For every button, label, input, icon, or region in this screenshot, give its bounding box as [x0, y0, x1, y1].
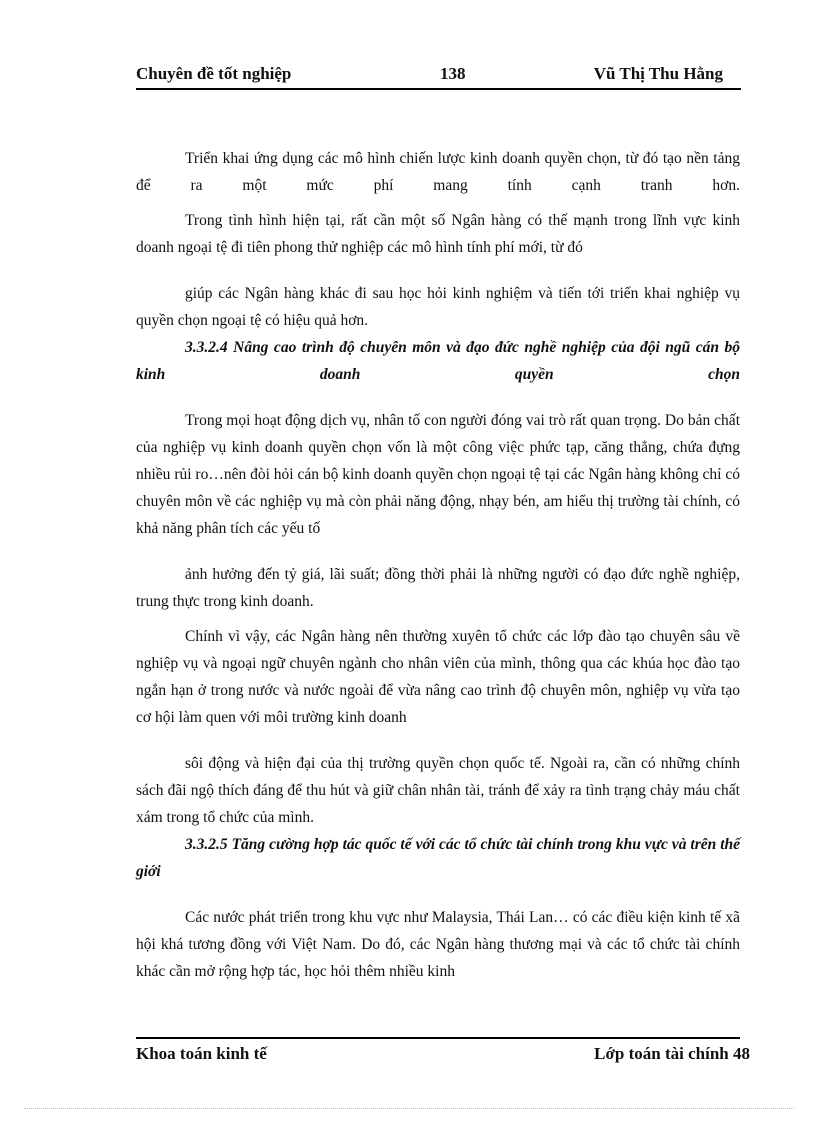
paragraph-7: sôi động và hiện đại của thị trường quyền chọn quốc tế. Ngoài ra, cần có những chính sách đãi ngộ thích đáng để thu hút và giữ chân nhân tài, tránh để xảy ra tình trạng chảy máu chất xám trong tổ chức của mình. — [136, 755, 740, 826]
paragraph-6: Chính vì vậy, các Ngân hàng nên thường xuyên tổ chức các lớp đào tạo chuyên sâu về nghiệp vụ và ngoại ngữ chuyên ngành cho nhân viên của mình, thông qua các khúa học đào tạo ngắn hạn ở trong nước và nước ngoài để vừa nâng cao trình độ chuyên môn, nghiệp vụ vừa tạo cơ hội làm quen với môi trường kinh doanh — [136, 628, 740, 726]
header-page-number: 138 — [440, 64, 466, 83]
page-bottom-border — [24, 1108, 794, 1109]
page-header — [136, 64, 741, 90]
footer-faculty: Khoa toán kinh tế — [136, 1044, 267, 1063]
header-document-type: Chuyên đề tốt nghiệp — [136, 64, 292, 83]
footer-divider — [136, 1037, 740, 1039]
paragraph-2: Trong tình hình hiện tại, rất cần một số Ngân hàng có thế mạnh trong lĩnh vực kinh doanh ngoại tệ đi tiên phong thử nghiệp các mô hình tính phí mới, từ đó — [136, 212, 740, 256]
page-footer — [136, 1044, 750, 1068]
header-author: Vũ Thị Thu Hằng — [593, 64, 723, 83]
paragraph-5: ảnh hưởng đến tỷ giá, lãi suất; đồng thời phải là những người có đạo đức nghề nghiệp, trung thực trong kinh doanh. — [136, 566, 740, 610]
paragraph-3: giúp các Ngân hàng khác đi sau học hỏi kinh nghiệm và tiến tới triển khai nghiệp vụ quyền chọn ngoại tệ có hiệu quả hơn. — [136, 285, 740, 329]
section-heading-3-3-2-5: 3.3.2.5 Tăng cường hợp tác quốc tế với các tổ chức tài chính trong khu vực và trên thế giới — [136, 836, 740, 880]
page-body — [136, 145, 740, 985]
paragraph-8: Các nước phát triển trong khu vực như Malaysia, Thái Lan… có các điều kiện kinh tế xã hội khá tương đồng với Việt Nam. Do đó, các Ngân hàng thương mại và các tổ chức tài chính khác cần mở rộng hợp tác, học hỏi thêm nhiều kinh — [136, 909, 740, 980]
paragraph-4: Trong mọi hoạt động dịch vụ, nhân tố con người đóng vai trò rất quan trọng. Do bản chất của nghiệp vụ kinh doanh quyền chọn vốn là một công việc phức tạp, căng thẳng, chứa đựng nhiều rủi ro…nên đòi hỏi cán bộ kinh doanh quyền chọn ngoại tệ tại các Ngân hàng không chỉ có chuyên môn về các nghiệp vụ mà còn phải năng động, nhạy bén, am hiểu thị trường tài chính, có khả năng phân tích các yếu tố — [136, 412, 740, 537]
section-heading-3-3-2-4: 3.3.2.4 Nâng cao trình độ chuyên môn và đạo đức nghề nghiệp của đội ngũ cán bộ kinh doanh quyền chọn — [136, 339, 740, 383]
paragraph-1: Triển khai ứng dụng các mô hình chiến lược kinh doanh quyền chọn, từ đó tạo nền tảng để ra một mức phí mang tính cạnh tranh hơn. — [136, 150, 740, 194]
footer-class: Lớp toán tài chính 48 — [594, 1044, 750, 1063]
